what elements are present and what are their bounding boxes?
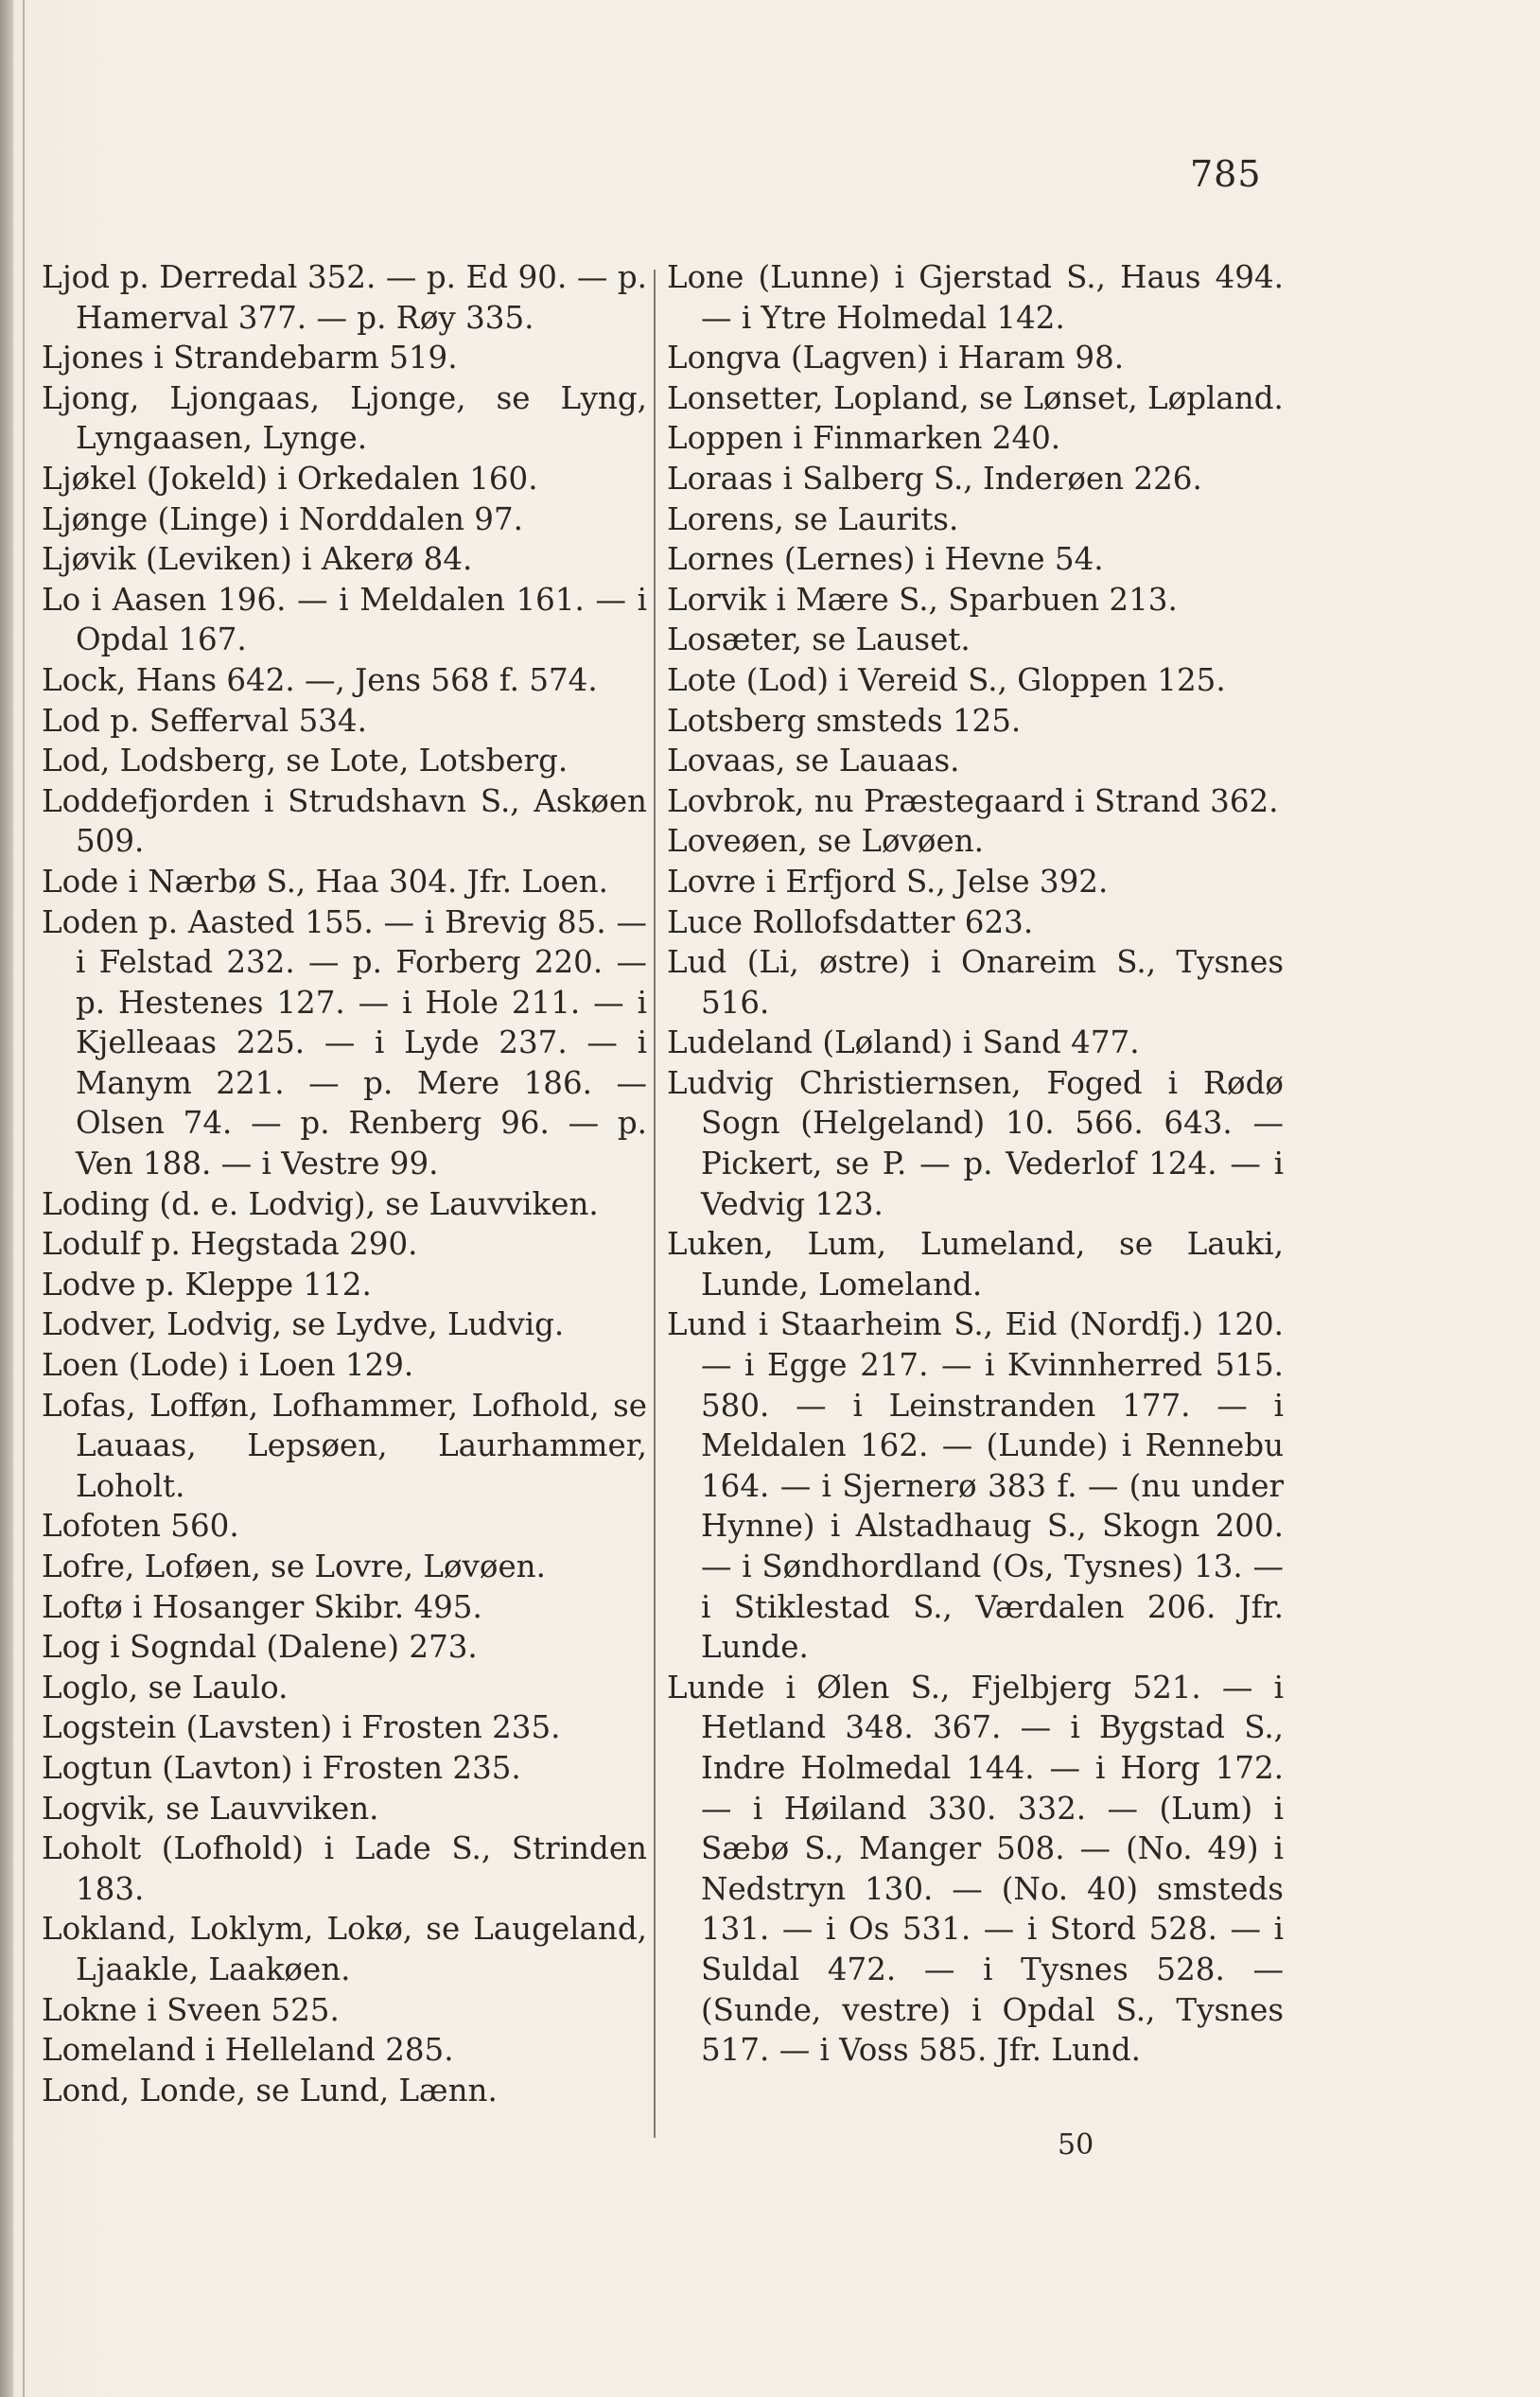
index-entry: Lomeland i Helleland 285. [42, 2032, 454, 2069]
index-entry: Loen (Lode) i Loen 129. [42, 1347, 414, 1384]
index-entry: Lokne i Sveen 525. [42, 1991, 340, 2028]
index-entry: Lo i Aasen 196. — i Meldalen 161. — i Opdal 167. [42, 581, 647, 658]
index-entry: Ljones i Strandebarm 519. [42, 340, 458, 376]
index-entry: Loden p. Aasted 155. — i Brevig 85. — i Felstad 232. — p. Forberg 220. — p. Hestenes 127. — i Hole 211. — i Kjelleaas 225. — i Lyde 237. — i Manym 221. — p. Mere 186. — Olsen 74. — p. Renberg 96. — p. Ven 188. — i Vestre 99. [42, 903, 647, 1182]
index-entry: Lode i Nærbø S., Haa 304. Jfr. Loen. [42, 863, 609, 900]
index-entry: Lodve p. Kleppe 112. [42, 1266, 372, 1303]
index-entry: Logstein (Lavsten) i Frosten 235. [42, 1709, 561, 1746]
index-entry: Lunde i Ølen S., Fjelbjerg 521. — i Hetland 348. 367. — i Bygstad S., Indre Holmedal 144. — i Horg 172. — i Høiland 330. 332. — (Lum) i Sæbø S., Manger 508. — (No. 49) i Nedstryn 130. — (No. 40) smsteds 131. — i Os 531. — i Stord 528. — i Suldal 472. — i Tysnes 528. — (Sunde, vestre) i Opdal S., Tysnes 517. — i Voss 585. Jfr. Lund. [667, 1669, 1284, 2069]
index-entry: Loraas i Salberg S., Inderøen 226. [667, 460, 1202, 497]
index-entry: Lornes (Lernes) i Hevne 54. [667, 541, 1104, 578]
index-entry: Lond, Londe, se Lund, Lænn. [42, 2072, 498, 2108]
index-entry: Lock, Hans 642. —, Jens 568 f. 574. [42, 661, 598, 698]
index-entry: Lod, Lodsberg, se Lote, Lotsberg. [42, 743, 569, 779]
index-entry: Ljong, Ljongaas, Ljonge, se Lyng, Lyngaasen, Lynge. [42, 379, 647, 457]
index-entry: Lotsberg smsteds 125. [667, 702, 1022, 739]
index-entry: Longva (Lagven) i Haram 98. [667, 340, 1125, 376]
index-entry: Losæter, se Lauset. [667, 621, 971, 658]
page-binding-edge [0, 0, 13, 2397]
index-entry: Lud (Li, østre) i Onareim S., Tysnes 516. [667, 944, 1284, 1021]
index-entry: Lorens, se Laurits. [667, 500, 959, 537]
index-entry: Ljønge (Linge) i Norddalen 97. [42, 500, 523, 537]
index-entry: Logtun (Lavton) i Frosten 235. [42, 1749, 521, 1786]
index-entry: Lorvik i Mære S., Sparbuen 213. [667, 581, 1178, 618]
index-entry: Log i Sogndal (Dalene) 273. [42, 1629, 478, 1666]
index-entry: Lovre i Erfjord S., Jelse 392. [667, 863, 1109, 900]
index-entry: Lod p. Sefferval 534. [42, 702, 367, 739]
index-entry: Loppen i Finmarken 240. [667, 420, 1061, 457]
index-entry: Loding (d. e. Lodvig), se Lauvviken. [42, 1185, 599, 1222]
right-index-column [667, 257, 1284, 2071]
index-entry: Lovaas, se Lauaas. [667, 743, 960, 779]
index-entry: Lodver, Lodvig, se Lydve, Ludvig. [42, 1306, 565, 1343]
index-entry: Ljøkel (Jokeld) i Orkedalen 160. [42, 460, 538, 497]
index-entry: Lone (Lunne) i Gjerstad S., Haus 494. — i Ytre Holmedal 142. [667, 259, 1284, 336]
index-entry: Luce Rollofsdatter 623. [667, 903, 1034, 940]
column-divider [654, 270, 656, 2138]
index-entry: Loveøen, se Løvøen. [667, 823, 984, 860]
page-number: 785 [1190, 153, 1262, 195]
index-entry: Ludeland (Løland) i Sand 477. [667, 1024, 1140, 1061]
index-entry: Ludvig Christiernsen, Foged i Rødø Sogn (Helgeland) 10. 566. 643. — Pickert, se P. — p. Vederlof 124. — i Vedvig 123. [667, 1064, 1284, 1222]
left-index-column [42, 257, 647, 2110]
index-entry: Luken, Lum, Lumeland, se Lauki, Lunde, Lomeland. [667, 1226, 1284, 1303]
index-entry: Logvik, se Lauvviken. [42, 1790, 379, 1827]
index-entry: Loholt (Lofhold) i Lade S., Strinden 183. [42, 1830, 647, 1907]
index-entry: Lote (Lod) i Vereid S., Gloppen 125. [667, 661, 1226, 698]
index-entry: Ljod p. Derredal 352. — p. Ed 90. — p. Hamerval 377. — p. Røy 335. [42, 259, 647, 336]
index-entry: Loftø i Hosanger Skibr. 495. [42, 1588, 482, 1625]
index-entry: Lodulf p. Hegstada 290. [42, 1226, 418, 1263]
signature-mark: 50 [1058, 2128, 1094, 2161]
index-entry: Lund i Staarheim S., Eid (Nordfj.) 120. — i Egge 217. — i Kvinnherred 515. 580. — i Leinstranden 177. — i Meldalen 162. — (Lunde) i Rennebu 164. — i Sjernerø 383 f. — (nu under Hynne) i Alstadhaug S., Skogn 200. — i Søndhordland (Os, Tysnes) 13. — i Stiklestad S., Værdalen 206. Jfr. Lunde. [667, 1306, 1284, 1666]
index-entry: Loddefjorden i Strudshavn S., Askøen 509. [42, 782, 647, 860]
index-entry: Lovbrok, nu Præstegaard i Strand 362. [667, 782, 1279, 819]
index-entry: Lofas, Lofføn, Lofhammer, Lofhold, se Lauaas, Lepsøen, Laurhammer, Loholt. [42, 1387, 647, 1504]
index-entry: Lofre, Loføen, se Lovre, Løvøen. [42, 1548, 546, 1584]
index-entry: Ljøvik (Leviken) i Akerø 84. [42, 541, 473, 578]
spine-line [23, 0, 25, 2397]
index-entry: Lofoten 560. [42, 1508, 239, 1545]
index-entry: Loglo, se Laulo. [42, 1669, 289, 1706]
index-entry: Lokland, Loklym, Lokø, se Laugeland, Ljaakle, Laakøen. [42, 1911, 647, 1987]
index-entry: Lonsetter, Lopland, se Lønset, Løpland. [667, 379, 1284, 416]
